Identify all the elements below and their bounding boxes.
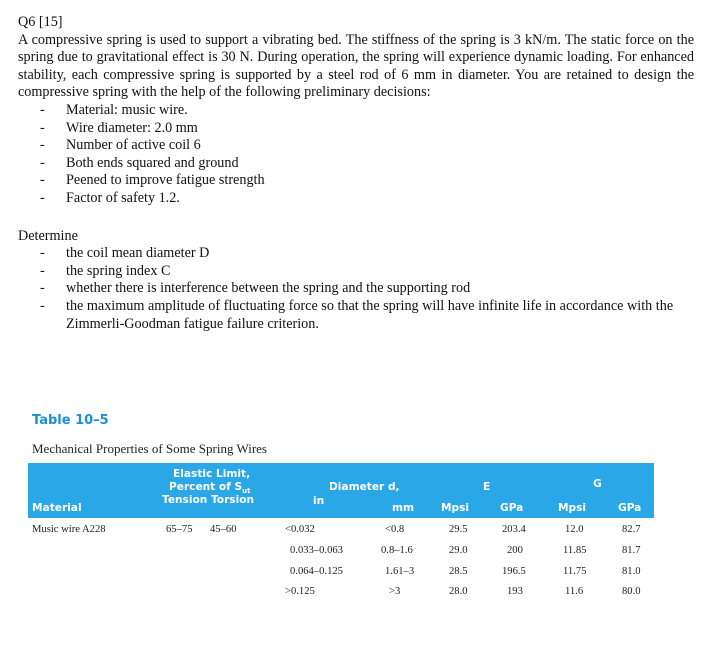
table-row — [28, 586, 654, 606]
cell-d-mm: <0.8 — [385, 524, 405, 535]
list-item: - Number of active coil 6 — [40, 137, 694, 155]
header-tension-torsion: Tension Torsion — [162, 494, 255, 506]
decisions-list — [18, 102, 694, 208]
table-row — [28, 524, 654, 544]
determine-list — [18, 245, 694, 333]
list-item: - Wire diameter: 2.0 mm — [40, 120, 694, 138]
determine-label: Determine — [18, 227, 78, 244]
cell-G-gpa: 81.7 — [622, 545, 641, 556]
cell-material: Music wire A228 — [32, 524, 106, 535]
cell-E-mpsi: 28.5 — [449, 566, 468, 577]
cell-tension: 65–75 — [166, 524, 193, 535]
list-item: - whether there is interference between the spring and the supporting rod — [40, 280, 694, 298]
spacer — [18, 208, 694, 228]
list-item: - Both ends squared and ground — [40, 155, 694, 173]
header-in: in — [313, 495, 325, 507]
header-G-mpsi: Mpsi — [558, 502, 587, 514]
cell-G-mpsi: 11.85 — [563, 545, 587, 556]
list-item: - the maximum amplitude of fluctuating force so that the spring will have infinite life in accordance with the Zimmerli-Goodman fatigue failure criterion. — [40, 298, 694, 333]
cell-d-in: <0.032 — [285, 524, 315, 535]
header-elastic-limit: Elastic Limit, — [173, 468, 251, 480]
header-material: Material — [32, 502, 82, 514]
list-item: - the coil mean diameter D — [40, 245, 694, 263]
table-title: Table 10–5 — [32, 413, 109, 428]
cell-E-gpa: 193 — [507, 586, 523, 597]
list-item: - Factor of safety 1.2. — [40, 190, 694, 208]
cell-d-mm: 1.61–3 — [385, 566, 415, 577]
cell-d-mm: >3 — [389, 586, 401, 597]
header-diameter: Diameter d, — [329, 481, 400, 493]
table-body — [28, 518, 654, 598]
list-item: - Material: music wire. — [40, 102, 694, 120]
cell-G-mpsi: 11.75 — [563, 566, 587, 577]
header-E-mpsi: Mpsi — [441, 502, 470, 514]
problem-intro: A compressive spring is used to support a vibrating bed. The stiffness of the spring is 3 kN/m. The static force on the spring due to gravitational effect is 30 N. During operation, the spring will experience dynamic loading. For enhanced stability, each compressive spring is supported by a steel rod of 6 mm in diameter. You are retained to design the compressive spring with the help of the following preliminary decisions: — [18, 31, 694, 101]
cell-d-in: >0.125 — [285, 586, 315, 597]
table-row — [28, 566, 654, 586]
cell-G-gpa: 81.0 — [622, 566, 641, 577]
cell-E-gpa: 203.4 — [502, 524, 526, 535]
cell-E-mpsi: 29.5 — [449, 524, 468, 535]
cell-E-gpa: 196.5 — [502, 566, 526, 577]
cell-G-gpa: 80.0 — [622, 586, 641, 597]
header-percent-of-sut: Percent of $S_{ut}$ — [169, 481, 251, 496]
cell-G-mpsi: 11.6 — [565, 586, 584, 597]
table-header — [28, 463, 654, 518]
table-caption: Mechanical Properties of Some Spring Wires — [32, 441, 267, 456]
cell-torsion: 45–60 — [210, 524, 237, 535]
table-row — [28, 545, 654, 565]
cell-d-in: 0.064–0.125 — [290, 566, 343, 577]
header-G-gpa: GPa — [618, 502, 642, 514]
cell-G-gpa: 82.7 — [622, 524, 641, 535]
header-G: G — [593, 478, 602, 490]
question-heading: Q6 [15] — [18, 14, 63, 30]
cell-G-mpsi: 12.0 — [565, 524, 584, 535]
header-E: E — [483, 481, 491, 493]
header-mm: mm — [392, 502, 415, 514]
cell-E-gpa: 200 — [507, 545, 523, 556]
list-item: - the spring index C — [40, 263, 694, 281]
list-item: - Peened to improve fatigue strength — [40, 172, 694, 190]
cell-E-mpsi: 28.0 — [449, 586, 468, 597]
header-E-gpa: GPa — [500, 502, 524, 514]
cell-E-mpsi: 29.0 — [449, 545, 468, 556]
cell-d-mm: 0.8–1.6 — [381, 545, 413, 556]
problem-statement — [18, 14, 694, 333]
cell-d-in: 0.033–0.063 — [290, 545, 343, 556]
